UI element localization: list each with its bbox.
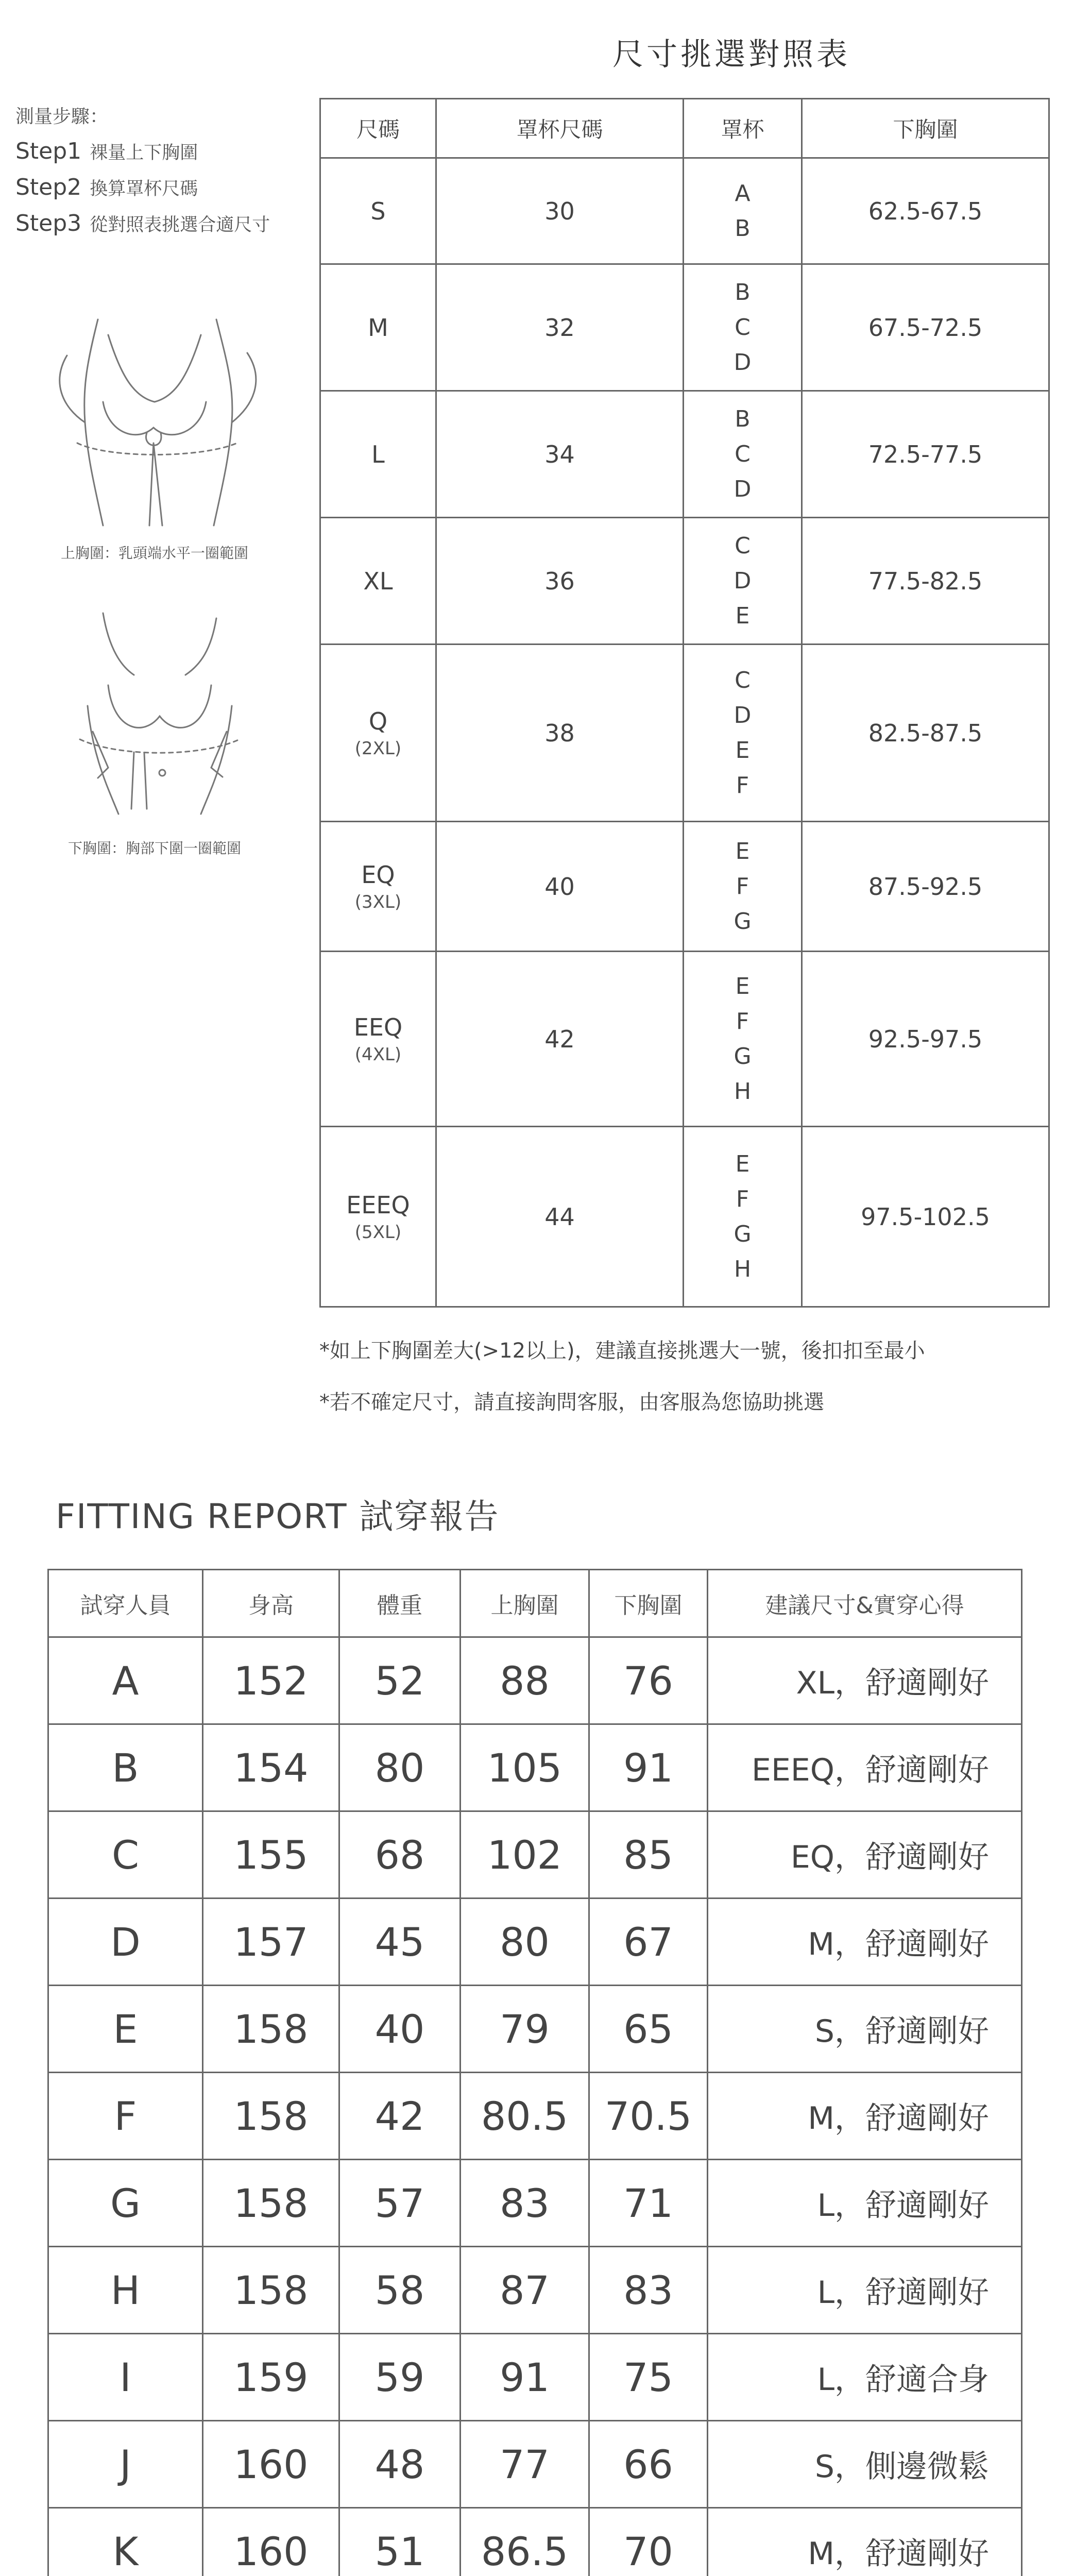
band-size-cell: 30 [436, 158, 684, 264]
cup-letter: D [734, 349, 752, 376]
tester-cell: F [48, 2073, 203, 2160]
fit-row [48, 2421, 1022, 2508]
size-cell [320, 645, 436, 822]
recommendation-cell: M，舒適剛好 [708, 1899, 1022, 1986]
recommendation-cell: L，舒適剛好 [708, 2247, 1022, 2334]
fitting-report-table [47, 1569, 1022, 2576]
cup-cell [684, 952, 802, 1127]
tester-cell: G [48, 2160, 203, 2247]
fit-row [48, 2160, 1022, 2247]
upper-bust-cell: 91 [461, 2334, 589, 2421]
size-cell [320, 822, 436, 952]
size-row [320, 952, 1049, 1127]
size-cell [320, 158, 436, 264]
size-label: XL [363, 567, 393, 595]
band-size-cell: 36 [436, 518, 684, 645]
size-label: M [368, 313, 388, 342]
underbust-range-cell: 67.5-72.5 [802, 264, 1049, 391]
recommendation-cell: S，側邊微鬆 [708, 2421, 1022, 2508]
height-cell: 159 [203, 2334, 339, 2421]
weight-cell: 58 [339, 2247, 461, 2334]
tester-cell: A [48, 1637, 203, 1724]
cup-cell [684, 1127, 802, 1307]
upper-bust-cell: 86.5 [461, 2508, 589, 2576]
fit-row [48, 2508, 1022, 2576]
weight-cell: 80 [339, 1724, 461, 1811]
cup-letter: C [735, 440, 751, 467]
lower-bust-caption: 下胸圍：胸部下圍一圈範圍 [67, 840, 241, 857]
recommendation-cell: M，舒適剛好 [708, 2508, 1022, 2576]
size-cell [320, 391, 436, 518]
cup-letter: D [734, 702, 752, 728]
recommendation-cell: L，舒適合身 [708, 2334, 1022, 2421]
recommendation-cell: L，舒適剛好 [708, 2160, 1022, 2247]
cup-letter: E [735, 737, 750, 764]
size-label: Q [368, 707, 388, 735]
size-cell [320, 1127, 436, 1307]
band-size-cell: 38 [436, 645, 684, 822]
size-alias: (2XL) [354, 738, 402, 759]
cup-letter: E [735, 1150, 750, 1177]
cup-cell [684, 518, 802, 645]
underbust-range-cell: 82.5-87.5 [802, 645, 1049, 822]
lower-bust-cell: 83 [589, 2247, 708, 2334]
size-row [320, 645, 1049, 822]
header-height: 身高 [203, 1570, 339, 1637]
header-lower-bust: 下胸圍 [589, 1570, 708, 1637]
underbust-range-cell: 87.5-92.5 [802, 822, 1049, 952]
height-cell: 158 [203, 2247, 339, 2334]
upper-bust-cell: 77 [461, 2421, 589, 2508]
upper-bust-illustration [31, 304, 278, 531]
step-label: Step1 [15, 138, 82, 164]
size-alias: (3XL) [354, 891, 402, 912]
header-underbust: 下胸圍 [802, 99, 1049, 158]
cup-cell [684, 158, 802, 264]
band-size-cell: 34 [436, 391, 684, 518]
size-row [320, 518, 1049, 645]
step-3 [15, 210, 270, 236]
steps-heading: 測量步驟： [15, 106, 109, 127]
lower-bust-cell: 75 [589, 2334, 708, 2421]
fit-table-header-row [48, 1570, 1022, 1637]
tester-cell: C [48, 1811, 203, 1899]
band-size-cell: 40 [436, 822, 684, 952]
height-cell: 158 [203, 2073, 339, 2160]
upper-bust-cell: 79 [461, 1986, 589, 2073]
header-recommendation: 建議尺寸&實穿心得 [708, 1570, 1022, 1637]
fit-row [48, 1811, 1022, 1899]
fit-row [48, 1637, 1022, 1724]
fit-row [48, 2247, 1022, 2334]
tester-cell: H [48, 2247, 203, 2334]
step-label: Step3 [15, 210, 82, 236]
size-cell [320, 264, 436, 391]
tester-cell: K [48, 2508, 203, 2576]
size-chart-table [319, 98, 1050, 1308]
weight-cell: 48 [339, 2421, 461, 2508]
height-cell: 158 [203, 2160, 339, 2247]
size-label: EQ [361, 860, 395, 889]
tester-cell: J [48, 2421, 203, 2508]
tester-cell: D [48, 1899, 203, 1986]
cup-letter: B [735, 279, 751, 306]
fit-row [48, 2334, 1022, 2421]
underbust-range-cell: 62.5-67.5 [802, 158, 1049, 264]
step-text: 換算罩杯尺碼 [90, 179, 198, 199]
recommendation-cell: EEEQ，舒適剛好 [708, 1724, 1022, 1811]
cup-letter: B [735, 215, 751, 242]
size-cell [320, 952, 436, 1127]
size-row [320, 822, 1049, 952]
size-label: S [370, 197, 386, 225]
size-alias: (5XL) [354, 1222, 402, 1243]
cup-letter: C [735, 667, 751, 693]
cup-letter: D [734, 567, 752, 594]
recommendation-cell: M，舒適剛好 [708, 2073, 1022, 2160]
cup-letter: F [736, 772, 749, 799]
lower-bust-cell: 71 [589, 2160, 708, 2247]
underbust-range-cell: 77.5-82.5 [802, 518, 1049, 645]
height-cell: 155 [203, 1811, 339, 1899]
lower-bust-cell: 70 [589, 2508, 708, 2576]
height-cell: 152 [203, 1637, 339, 1724]
upper-bust-drawing [31, 304, 278, 531]
size-note-1: *如上下胸圍差大(>12以上)，建議直接挑選大一號，後扣扣至最小 [319, 1339, 925, 1363]
lower-bust-cell: 76 [589, 1637, 708, 1724]
header-weight: 體重 [339, 1570, 461, 1637]
weight-cell: 40 [339, 1986, 461, 2073]
recommendation-cell: S，舒適剛好 [708, 1986, 1022, 2073]
weight-cell: 57 [339, 2160, 461, 2247]
underbust-range-cell: 97.5-102.5 [802, 1127, 1049, 1307]
lower-bust-cell: 91 [589, 1724, 708, 1811]
weight-cell: 52 [339, 1637, 461, 1724]
upper-bust-cell: 105 [461, 1724, 589, 1811]
lower-bust-cell: 67 [589, 1899, 708, 1986]
cup-letter: A [735, 180, 751, 207]
cup-letter: H [734, 1256, 752, 1282]
lower-bust-cell: 65 [589, 1986, 708, 2073]
upper-bust-cell: 80.5 [461, 2073, 589, 2160]
band-size-cell: 32 [436, 264, 684, 391]
size-note-2: *若不確定尺寸，請直接詢問客服，由客服為您協助挑選 [319, 1391, 824, 1414]
band-size-cell: 42 [436, 952, 684, 1127]
step-text: 裸量上下胸圍 [90, 143, 198, 163]
tester-cell: B [48, 1724, 203, 1811]
lower-bust-cell: 66 [589, 2421, 708, 2508]
size-row [320, 1127, 1049, 1307]
fit-row [48, 2073, 1022, 2160]
cup-letter: C [735, 314, 751, 341]
fitting-report-title: FITTING REPORT 試穿報告 [56, 1497, 500, 1536]
upper-bust-cell: 80 [461, 1899, 589, 1986]
fit-row [48, 1724, 1022, 1811]
underbust-range-cell: 72.5-77.5 [802, 391, 1049, 518]
header-cup: 罩杯 [684, 99, 802, 158]
size-label: EEQ [353, 1013, 403, 1041]
cup-letter: F [736, 1185, 749, 1212]
upper-bust-caption: 上胸圍：乳頭端水平一圈範圍 [60, 545, 248, 562]
cup-letter: G [734, 908, 752, 935]
header-band: 罩杯尺碼 [436, 99, 684, 158]
size-label: EEEQ [346, 1191, 410, 1219]
header-size: 尺碼 [320, 99, 436, 158]
header-upper-bust: 上胸圍 [461, 1570, 589, 1637]
cup-letter: F [736, 873, 749, 900]
cup-letter: E [735, 602, 750, 629]
upper-bust-cell: 102 [461, 1811, 589, 1899]
height-cell: 158 [203, 1986, 339, 2073]
weight-cell: 59 [339, 2334, 461, 2421]
height-cell: 154 [203, 1724, 339, 1811]
recommendation-cell: XL，舒適剛好 [708, 1637, 1022, 1724]
lower-bust-drawing [31, 603, 278, 819]
upper-bust-cell: 87 [461, 2247, 589, 2334]
tester-cell: E [48, 1986, 203, 2073]
cup-letter: D [734, 476, 752, 502]
size-table-body [320, 158, 1049, 1307]
lower-bust-illustration [31, 603, 278, 819]
size-alias: (4XL) [354, 1044, 402, 1065]
size-row [320, 264, 1049, 391]
size-label: L [371, 440, 385, 468]
tester-cell: I [48, 2334, 203, 2421]
cup-letter: C [735, 532, 751, 559]
fit-row [48, 1899, 1022, 1986]
weight-cell: 42 [339, 2073, 461, 2160]
fit-row [48, 1986, 1022, 2073]
weight-cell: 45 [339, 1899, 461, 1986]
step-1 [15, 138, 198, 164]
cup-letter: B [735, 405, 751, 432]
step-2 [15, 174, 198, 200]
cup-letter: G [734, 1221, 752, 1247]
upper-bust-cell: 88 [461, 1637, 589, 1724]
size-row [320, 391, 1049, 518]
lower-bust-cell: 85 [589, 1811, 708, 1899]
cup-cell [684, 391, 802, 518]
cup-cell [684, 264, 802, 391]
underbust-range-cell: 92.5-97.5 [802, 952, 1049, 1127]
upper-bust-cell: 83 [461, 2160, 589, 2247]
weight-cell: 68 [339, 1811, 461, 1899]
size-row [320, 158, 1049, 264]
height-cell: 157 [203, 1899, 339, 1986]
cup-cell [684, 822, 802, 952]
size-cell [320, 518, 436, 645]
step-label: Step2 [15, 174, 82, 200]
cup-letter: E [735, 973, 750, 999]
height-cell: 160 [203, 2508, 339, 2576]
recommendation-cell: EQ，舒適剛好 [708, 1811, 1022, 1899]
weight-cell: 51 [339, 2508, 461, 2576]
lower-bust-cell: 70.5 [589, 2073, 708, 2160]
band-size-cell: 44 [436, 1127, 684, 1307]
cup-cell [684, 645, 802, 822]
header-tester: 試穿人員 [48, 1570, 203, 1637]
fit-table-body [48, 1637, 1022, 2576]
step-text: 從對照表挑選合適尺寸 [90, 215, 270, 235]
cup-letter: G [734, 1043, 752, 1070]
cup-letter: H [734, 1078, 752, 1105]
size-table-header-row [320, 99, 1049, 158]
size-chart-title: 尺寸挑選對照表 [612, 37, 850, 73]
cup-letter: E [735, 838, 750, 865]
height-cell: 160 [203, 2421, 339, 2508]
cup-letter: F [736, 1008, 749, 1035]
